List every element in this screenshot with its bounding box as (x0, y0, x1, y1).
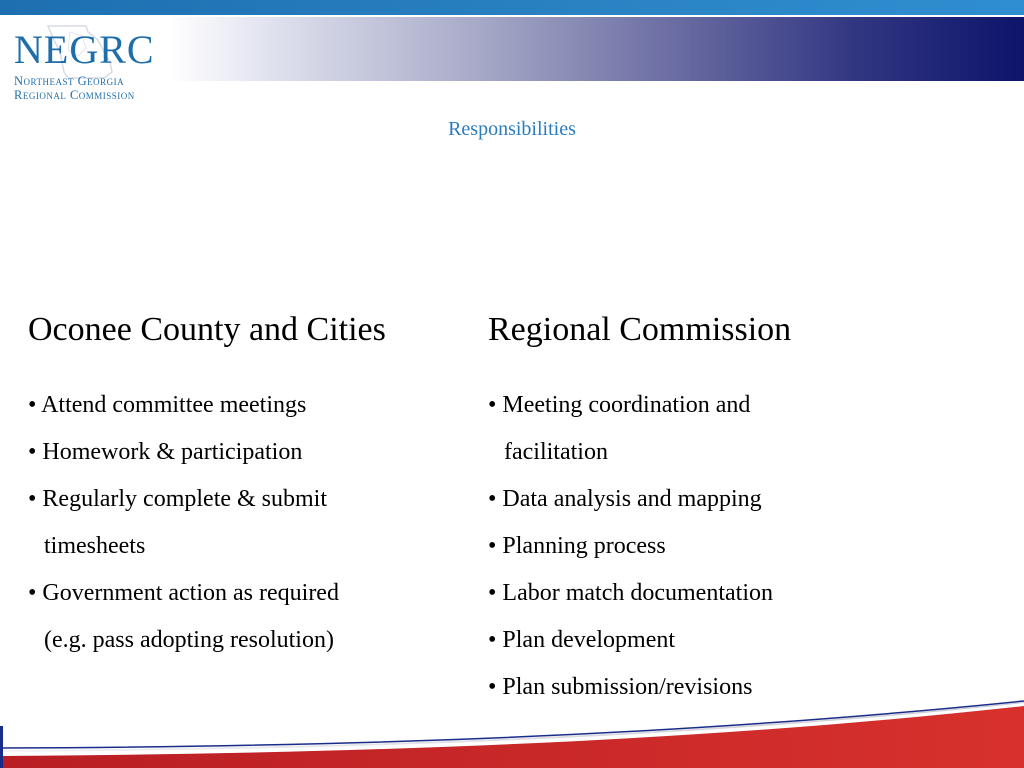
list-item-text: Government action as required (42, 580, 339, 606)
list-item: • Meeting coordination and facilitation (488, 382, 948, 476)
right-column-heading: Regional Commission (488, 311, 792, 348)
left-column-heading: Oconee County and Cities (28, 311, 386, 348)
list-item-continuation: facilitation (504, 439, 608, 465)
logo-subtitle-line2: Regional Commission (14, 88, 135, 102)
list-item: • Regularly complete & submit timesheets (28, 476, 468, 570)
list-item: • Labor match documentation (488, 580, 773, 606)
header-gradient-band (170, 17, 1024, 81)
list-item: • Attend committee meetings (28, 392, 307, 418)
list-item: • Plan development (488, 627, 676, 653)
list-item: • Government action as required (e.g. pass adopting resolution) (28, 570, 468, 664)
list-item: • Data analysis and mapping (488, 486, 762, 512)
list-item-text: Plan submission/revisions (502, 674, 753, 700)
list-item-text: Plan development (502, 627, 676, 653)
list-item-text: Regularly complete & submit (42, 486, 328, 512)
list-item: • Plan submission/revisions (488, 674, 753, 700)
left-bullet-list (28, 382, 468, 664)
right-bullet-list (488, 382, 948, 711)
list-item-text: Data analysis and mapping (502, 486, 762, 512)
slide-title: Responsibilities (448, 118, 576, 140)
top-rule (0, 0, 1024, 15)
left-column (28, 308, 468, 664)
list-item-text: Meeting coordination and (502, 392, 751, 418)
footer-swoosh (0, 690, 1024, 768)
list-item-continuation: (e.g. pass adopting resolution) (44, 627, 334, 653)
list-item-text: Labor match documentation (502, 580, 773, 606)
logo-wordmark: NEGRC (14, 27, 155, 72)
list-item-text: Homework & participation (42, 439, 303, 465)
negrc-logo (8, 22, 172, 102)
list-item: • Homework & participation (28, 439, 303, 465)
logo-subtitle-line1: Northeast Georgia (14, 74, 125, 88)
list-item-continuation: timesheets (44, 533, 146, 559)
right-column (488, 308, 948, 711)
list-item: • Planning process (488, 533, 666, 559)
list-item-text: Planning process (502, 533, 666, 559)
list-item-text: Attend committee meetings (41, 392, 307, 418)
